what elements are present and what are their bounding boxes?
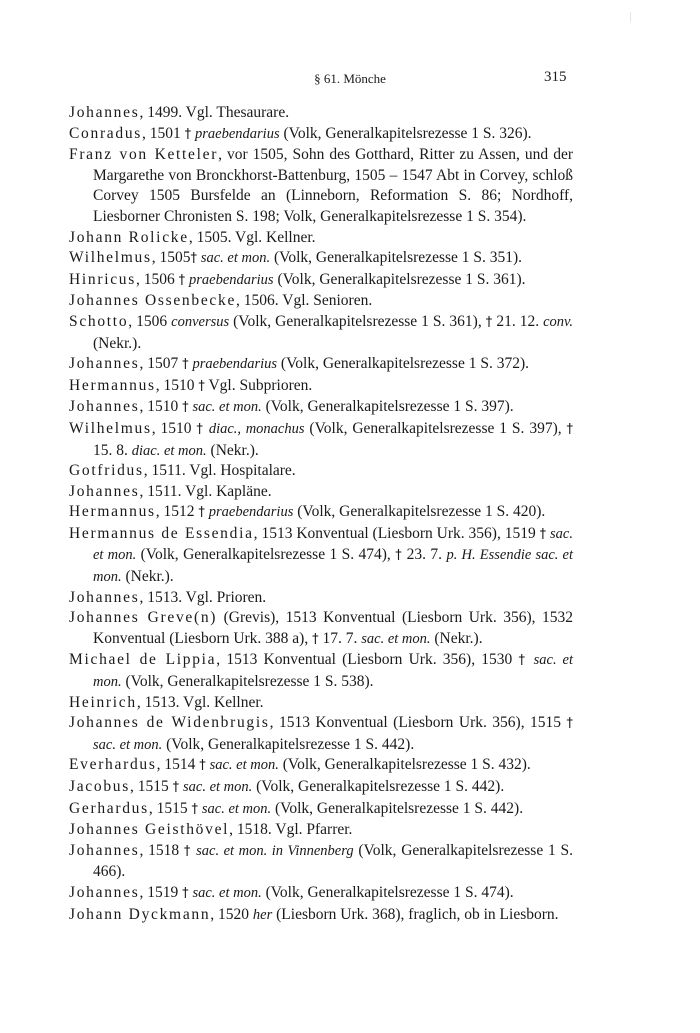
entry-name: Johannes [69,355,140,373]
entry-name: Johannes Geisthövel [69,821,230,839]
entry [69,799,573,821]
entry-latin: sac. et mon. [200,250,271,267]
entry-text: , vor 1505, Sohn des Gotthard, Ritter zu Assen, und der Margarethe von Bronckhorst-Battenburg, 1505 – 1547 Abt in Corvey, schloß Corvey 1505 Bursfelde an (Linneborn, Reformation S. 86; Nordhoff, Liesborner Chronisten S. 198; Volk, Generalkapitelsrezesse 1 S. 354). [93,146,573,225]
entry-text: , 1512 [155,503,199,521]
entry-latin: sac. et mon. [201,800,272,817]
entry-text: , 1505 [151,249,191,267]
entry-text: (Nekr.). [93,334,142,352]
entry-text: , 1518. Vgl. Pfarrer. [229,821,353,839]
entry-text: (Volk, Generalkapitelsrezesse 1 S. 538). [121,673,374,691]
entry-name: Johannes [69,398,140,416]
entry [69,820,573,841]
entry-latin: praebendarius [188,271,274,288]
death-cross: † [485,314,493,330]
entry-text: (Volk, Generalkapitelsrezesse 1 S. 397), [304,419,567,437]
entry-text: (Volk, Generalkapitelsrezesse 1 S. 442). [271,799,524,817]
entry-text: (Volk, Generalkapitelsrezesse 1 S. 372). [277,355,529,373]
entry [69,608,573,650]
entry-text: (Grevis), 1513 Konventual (Liesborn Urk. 356), 1532 Konventual (Liesborn Urk. 388 a), [93,609,573,647]
entry-name: Everhardus [69,756,157,774]
monk-entry-list [69,103,573,925]
entry-latin: her [252,906,273,923]
entry-latin: sac. et mon. [192,884,262,901]
entry-text: , 1511. Vgl. Kapläne. [139,482,272,500]
death-cross: † [178,272,186,288]
entry [69,841,573,883]
entry-text: , 1515 [148,799,192,817]
entry-text: 21. 12. [492,312,544,330]
entry-name: Schotto [69,312,129,330]
entry-text: (Nekr.). [430,629,483,647]
entry-latin: diac. et mon. [131,442,207,459]
entry-text: , 1510 [139,398,183,416]
entry-name: Johannes Ossenbecke [69,292,237,310]
entry-text: (Nekr.). [121,568,174,586]
entry-text: , 1520 [210,905,253,923]
entry-text: , 1507 [139,355,183,373]
entry-name: Franz von Ketteler [69,146,219,164]
death-cross: † [182,885,189,901]
entry-name: Johannes [69,841,140,859]
entry-name: Wilhelmus [69,249,152,267]
death-cross: † [566,716,574,732]
death-cross: † [184,126,192,142]
entry [69,461,573,482]
entry-text: (Volk, Generalkapitelsrezesse 1 S. 326). [279,124,532,142]
entry [69,145,573,227]
entry-text: (Volk, Generalkapitelsrezesse 1 S. 432). [278,756,531,774]
entry [69,270,573,292]
entry-text: , 1511. Vgl. Hospitalare. [143,462,296,480]
entry-text: , 1499. Vgl. Thesaurare. [139,104,290,121]
entry-latin: sac. et mon. [93,736,163,753]
entry-text: (Volk, Generalkapitelsrezesse 1 S. 466). [93,841,574,881]
death-cross: † [172,780,180,795]
death-cross: † [198,378,205,394]
entry-latin: praebendarius [192,356,278,373]
entry [69,248,573,270]
entry-text: (Volk, Generalkapitelsrezesse 1 S. 442). [252,778,505,795]
death-cross: † [395,548,403,564]
death-cross: † [182,357,189,373]
death-cross: † [312,631,319,647]
entry-text: , 1506 [135,270,179,288]
running-head [0,71,700,91]
entry-name: Wilhelmus [69,419,152,437]
entry-text: 15. 8. [93,441,132,459]
entry-name: Johannes [69,104,140,121]
entry-text: , 1510 [151,419,197,437]
entry [69,228,573,249]
entry-text: , 1513. Vgl. Prioren. [139,588,267,606]
entry-latin: sac. et mon. [93,525,573,564]
entry-name: Hinricus [69,270,136,288]
entry-name: Gerhardus [69,799,149,817]
entry-text: , 1518 [139,841,184,859]
entry-name: Johannes [69,883,140,901]
entry-name: Heinrich [69,693,137,711]
death-cross: † [190,251,197,267]
entry-latin: sac. et mon. [192,399,262,416]
entry [69,713,573,755]
entry-name: Hermannus [69,503,156,521]
entry-latin: sac. et mon. [209,757,279,774]
entry-name: Johannes [69,482,140,500]
entry-name: Johann Rolicke [69,228,189,246]
entry [69,650,573,692]
entry-latin: conv. [543,313,574,330]
death-cross: † [182,400,189,416]
entry-latin: p. H. Essendie sac. et mon. [93,547,574,586]
entry-latin: sac. et mon. [182,779,253,795]
death-cross: † [518,653,528,669]
entry-text: (Volk, Generalkapitelsrezesse 1 S. 397). [261,398,514,416]
entry [69,693,573,714]
entry-text: (Volk, Generalkapitelsrezesse 1 S. 474), [136,546,396,564]
entry-text: , 1510 [155,376,199,394]
entry-text: (Nekr.). [206,441,259,459]
entry-text: (Volk, Generalkapitelsrezesse 1 S. 351). [270,249,523,267]
entry [69,905,573,926]
entry-name: Conradus [69,124,143,142]
entry-text: 23. 7. [402,546,447,564]
entry [69,524,573,588]
entry-name: Johann Dyckmann [69,905,211,923]
entry [69,755,573,777]
entry [69,482,573,503]
entry [69,419,573,461]
death-cross: † [566,421,574,437]
entry-text: (Volk, Generalkapitelsrezesse 1 S. 361), [229,312,486,330]
entry-name: Johannes [69,588,140,606]
entry-name: Hermannus [69,376,156,394]
entry [69,124,573,146]
entry-latin: praebendarius [208,504,294,521]
entry-text: , 1519 [139,883,183,901]
entry-text: , 1501 [142,124,185,142]
entry-text: , 1513. Vgl. Kellner. [136,693,264,711]
entry-text: (Volk, Generalkapitelsrezesse 1 S. 442). [162,735,415,753]
page-edge-mark [630,12,631,22]
entry-text: (Liesborn Urk. 368), fraglich, ob in Liesborn. [272,905,559,923]
entry-text: (Volk, Generalkapitelsrezesse 1 S. 474). [261,883,514,901]
entry [69,883,573,905]
entry [69,354,573,376]
entry-text: , 1515 [129,778,173,795]
entry-text: , 1513 Konventual (Liesborn Urk. 356), 1530 [216,651,519,669]
section-title: § 61. Mönche [314,71,386,86]
entry [69,588,573,609]
entry-text: , 1505. Vgl. Kellner. [188,228,316,246]
entry [69,376,573,398]
entry [69,291,573,312]
entry [69,777,573,799]
entry-text: (Volk, Generalkapitelsrezesse 1 S. 420). [293,503,546,521]
entry-latin: diac., monachus [208,420,305,437]
entry [69,312,573,354]
death-cross: † [183,843,192,859]
death-cross: † [196,421,204,437]
entry-text: 17. 7. [318,629,362,647]
entry-latin: sac. et mon. [361,630,431,647]
entry-name: Michael de Lippia [69,651,217,669]
entry-latin: sac. et mon. in Vinnenberg [196,842,354,859]
entry [69,397,573,419]
entry-name: Johannes de Widenbrugis [69,714,270,732]
death-cross: † [539,526,547,542]
entry-text: , 1506. Vgl. Senioren. [236,292,373,310]
entry-name: Hermannus de Essendia [69,524,254,542]
entry-text: , 1514 [156,756,200,774]
entry-text: , 1506 [128,312,172,330]
entry-text: , 1513 Konventual (Liesborn Urk. 356), 1515 [269,714,567,732]
entry-latin: sac. et mon. [93,652,574,691]
page-number: 315 [544,69,567,85]
death-cross: † [191,801,198,817]
entry-name: Gotfridus [69,462,144,480]
entry-latin: conversus [171,313,230,330]
entry [69,103,573,124]
entry-name: Jacobus [69,778,130,795]
death-cross: † [199,758,206,774]
entry-text: Vgl. Subprioren. [204,376,313,394]
entry-latin: praebendarius [195,125,280,142]
death-cross: † [198,505,205,521]
entry-text: (Volk, Generalkapitelsrezesse 1 S. 361). [273,270,526,288]
entry-name: Johannes Greve(n) [69,609,218,627]
entry-text: , 1513 Konventual (Liesborn Urk. 356), 1519 [253,524,540,542]
entry [69,502,573,524]
